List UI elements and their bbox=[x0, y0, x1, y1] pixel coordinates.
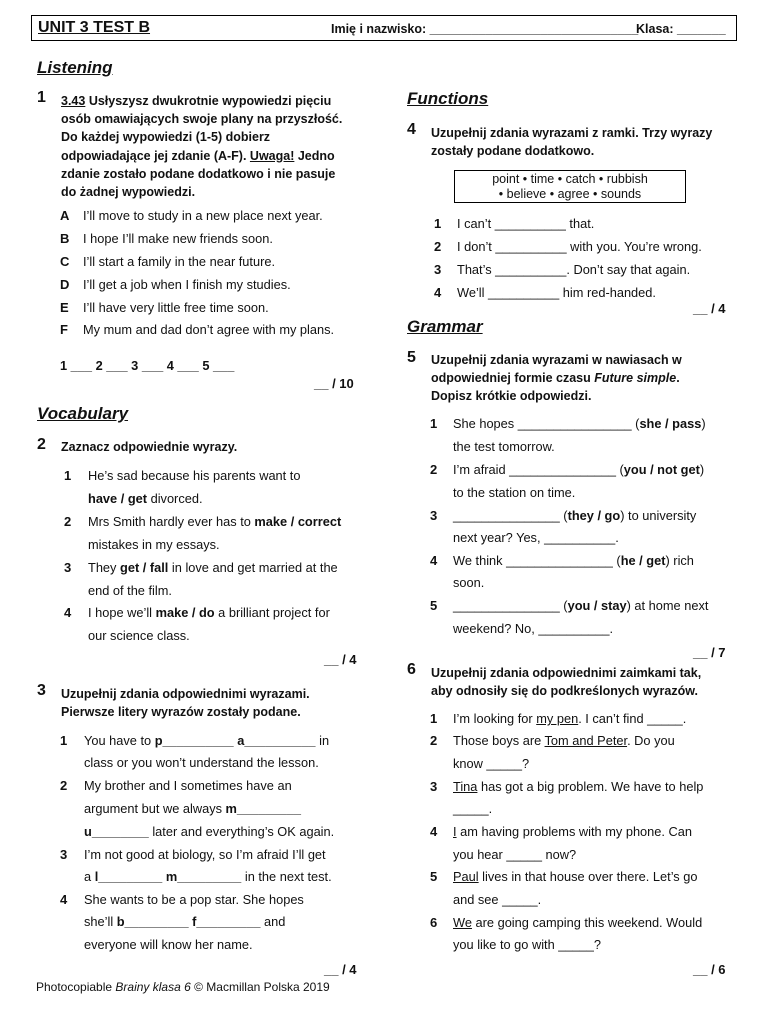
option-letter: F bbox=[60, 322, 68, 337]
answer-blank[interactable]: u________ bbox=[84, 824, 149, 839]
option-text: I’ll have very little free time soon. bbox=[83, 300, 269, 315]
item-text: you like to go with _____? bbox=[453, 937, 601, 952]
item-number: 4 bbox=[430, 824, 438, 839]
item-text: Paul lives in that house over there. Let’s go bbox=[453, 869, 698, 884]
item-text: soon. bbox=[453, 575, 485, 590]
item-number: 3 bbox=[60, 847, 68, 862]
listening-heading: Listening bbox=[37, 58, 113, 77]
item-text: you hear _____ now? bbox=[453, 847, 577, 862]
item-number: 3 bbox=[64, 560, 72, 575]
item-text: argument but we always m_________ bbox=[84, 801, 301, 816]
item-number: 1 bbox=[430, 711, 438, 726]
item-text: We think _______________ (he / get) rich bbox=[453, 553, 694, 568]
item-text: know _____? bbox=[453, 756, 530, 771]
score-ex2: __ / 4 bbox=[324, 652, 357, 667]
option-text: I’ll get a job when I finish my studies. bbox=[83, 277, 291, 292]
item-number: 1 bbox=[64, 468, 72, 483]
item-text: mistakes in my essays. bbox=[88, 537, 220, 552]
item-number: 1 bbox=[434, 216, 442, 231]
item-text: We’ll __________ him red-handed. bbox=[457, 285, 656, 300]
exercise-3-number: 3 bbox=[37, 682, 46, 699]
exercise-6-number: 6 bbox=[407, 661, 416, 678]
score-ex3: __ / 4 bbox=[324, 962, 357, 977]
answer-blank[interactable]: a__________ bbox=[237, 733, 316, 748]
option-text: I’ll start a family in the near future. bbox=[83, 254, 276, 269]
option-letter: D bbox=[60, 277, 70, 292]
option-text: I hope I’ll make new friends soon. bbox=[83, 231, 273, 246]
item-text: I can’t __________ that. bbox=[457, 216, 595, 231]
word-box: point • time • catch • rubbish • believe • agree • sounds bbox=[454, 170, 686, 203]
item-text: _____. bbox=[453, 801, 493, 816]
score-ex5: __ / 7 bbox=[693, 645, 726, 660]
item-number: 3 bbox=[430, 779, 438, 794]
footer-copyright: Photocopiable Brainy klasa 6 © Macmillan Polska 2019 bbox=[36, 980, 330, 994]
header-box bbox=[31, 15, 737, 41]
item-number: 3 bbox=[430, 508, 438, 523]
item-text: weekend? No, __________. bbox=[453, 621, 614, 636]
item-text: I am having problems with my phone. Can bbox=[453, 824, 692, 839]
item-text: That’s __________. Don’t say that again. bbox=[457, 262, 691, 277]
grammar-heading: Grammar bbox=[407, 317, 483, 336]
exercise-4-instructions: Uzupełnij zdania wyrazami z ramki. Trzy wyrazy zostały podane dodatkowo. bbox=[431, 126, 713, 159]
exercise-5-number: 5 bbox=[407, 349, 416, 366]
item-text: _______________ (you / stay) at home next bbox=[453, 598, 709, 613]
item-number: 6 bbox=[430, 915, 438, 930]
score-ex1: __ / 10 bbox=[314, 376, 354, 391]
item-text: I’m afraid _______________ (you / not get) bbox=[453, 462, 705, 477]
item-text: I hope we’ll make / do a brilliant project for bbox=[88, 605, 330, 620]
score-ex6: __ / 6 bbox=[693, 962, 726, 977]
item-number: 5 bbox=[430, 598, 438, 613]
answer-blank[interactable]: f_________ bbox=[192, 914, 261, 929]
listening-answer-blanks[interactable]: 1 ___ 2 ___ 3 ___ 4 ___ 5 ___ bbox=[60, 358, 235, 373]
item-number: 2 bbox=[60, 778, 68, 793]
functions-heading: Functions bbox=[407, 89, 489, 108]
item-number: 1 bbox=[430, 416, 438, 431]
vocabulary-heading: Vocabulary bbox=[37, 404, 129, 423]
item-text: to the station on time. bbox=[453, 485, 576, 500]
item-text: a l_________ m_________ in the next test. bbox=[84, 869, 332, 884]
class-field[interactable]: Klasa: _______ bbox=[636, 22, 726, 36]
score-ex4: __ / 4 bbox=[693, 301, 726, 316]
item-number: 1 bbox=[60, 733, 68, 748]
option-letter: A bbox=[60, 208, 70, 223]
item-text: Tina has got a big problem. We have to help bbox=[453, 779, 704, 794]
exercise-4-number: 4 bbox=[407, 121, 416, 138]
track-number: 3.43 bbox=[61, 94, 86, 108]
name-field[interactable]: Imię i nazwisko: ______________________________ bbox=[331, 22, 639, 36]
word-choice[interactable]: have / get bbox=[88, 491, 148, 506]
answer-blank[interactable]: m_________ bbox=[165, 869, 242, 884]
item-number: 2 bbox=[64, 514, 72, 529]
answer-blank[interactable]: m_________ bbox=[225, 801, 301, 816]
item-text: the test tomorrow. bbox=[453, 439, 555, 454]
item-number: 4 bbox=[60, 892, 68, 907]
item-text: Mrs Smith hardly ever has to make / correct bbox=[88, 514, 342, 529]
item-text: They get / fall in love and get married at the bbox=[88, 560, 338, 575]
item-text: class or you won’t understand the lesson. bbox=[84, 755, 319, 770]
exercise-2-instructions: Zaznacz odpowiednie wyrazy. bbox=[61, 440, 238, 454]
answer-blank[interactable]: b_________ bbox=[116, 914, 189, 929]
word-choice[interactable]: make / do bbox=[155, 605, 215, 620]
item-number: 2 bbox=[430, 462, 438, 477]
option-text: My mum and dad don’t agree with my plans. bbox=[83, 322, 335, 337]
item-number: 2 bbox=[430, 733, 438, 748]
item-text: u________ later and everything’s OK again. bbox=[84, 824, 335, 839]
item-number: 2 bbox=[434, 239, 442, 254]
option-text: I’ll move to study in a new place next year. bbox=[83, 208, 323, 223]
item-text: My brother and I sometimes have an bbox=[84, 778, 292, 793]
exercise-6-instructions: Uzupełnij zdania odpowiednimi zaimkami tak, aby odnosiły się do podkreślonych wyrazów. bbox=[431, 666, 702, 699]
item-text: We are going camping this weekend. Would bbox=[453, 915, 703, 930]
item-number: 4 bbox=[434, 285, 442, 300]
answer-blank[interactable]: p__________ bbox=[154, 733, 234, 748]
exercise-5-instructions: Uzupełnij zdania wyrazami w nawiasach w odpowiedniej formie czasu Future simple. Dopisz krótkie odpowiedzi. bbox=[431, 353, 682, 404]
item-text: I don’t __________ with you. You’re wrong. bbox=[457, 239, 702, 254]
item-text: _______________ (they / go) to university bbox=[453, 508, 697, 523]
item-text: she’ll b_________ f_________ and bbox=[84, 914, 286, 929]
exercise-2-number: 2 bbox=[37, 436, 46, 453]
item-text: and see _____. bbox=[453, 892, 542, 907]
option-letter: C bbox=[60, 254, 70, 269]
item-text: He’s sad because his parents want to bbox=[88, 468, 301, 483]
unit-title: UNIT 3 TEST B bbox=[38, 19, 151, 36]
exercise-1-instructions: 3.43 Usłyszysz dwukrotnie wypowiedzi pięciu osób omawiających swoje plany na przyszłość. Do każdej wypowiedzi (1-5) dobierz odpowiadające jej zdanie (A-F). Uwaga! Jedno zdanie zostało podane dodatkowo i nie pasuje do żadnej wypowiedzi. bbox=[61, 94, 343, 200]
item-text: She hopes ________________ (she / pass) bbox=[453, 416, 706, 431]
answer-blank[interactable]: l_________ bbox=[94, 869, 163, 884]
option-letter: E bbox=[60, 300, 69, 315]
item-number: 5 bbox=[430, 869, 438, 884]
item-text: She wants to be a pop star. She hopes bbox=[84, 892, 304, 907]
exercise-1-number: 1 bbox=[37, 89, 46, 106]
item-number: 3 bbox=[434, 262, 442, 277]
item-number: 4 bbox=[430, 553, 438, 568]
item-text: I’m not good at biology, so I’m afraid I’ll get bbox=[84, 847, 326, 862]
item-text: everyone will know her name. bbox=[84, 937, 253, 952]
word-choice[interactable]: get / fall bbox=[120, 560, 169, 575]
exercise-3-instructions: Uzupełnij zdania odpowiednimi wyrazami. Pierwsze litery wyrazów zostały podane. bbox=[61, 687, 310, 720]
item-text: Those boys are Tom and Peter. Do you bbox=[453, 733, 675, 748]
word-choice[interactable]: make / correct bbox=[254, 514, 342, 529]
item-text: I’m looking for my pen. I can’t find _____. bbox=[453, 711, 687, 726]
item-text: have / get divorced. bbox=[88, 491, 203, 506]
item-number: 4 bbox=[64, 605, 72, 620]
option-letter: B bbox=[60, 231, 70, 246]
item-text: next year? Yes, __________. bbox=[453, 530, 619, 545]
item-text: end of the film. bbox=[88, 583, 172, 598]
item-text: our science class. bbox=[88, 628, 190, 643]
item-text: You have to p__________ a__________ in bbox=[84, 733, 330, 748]
